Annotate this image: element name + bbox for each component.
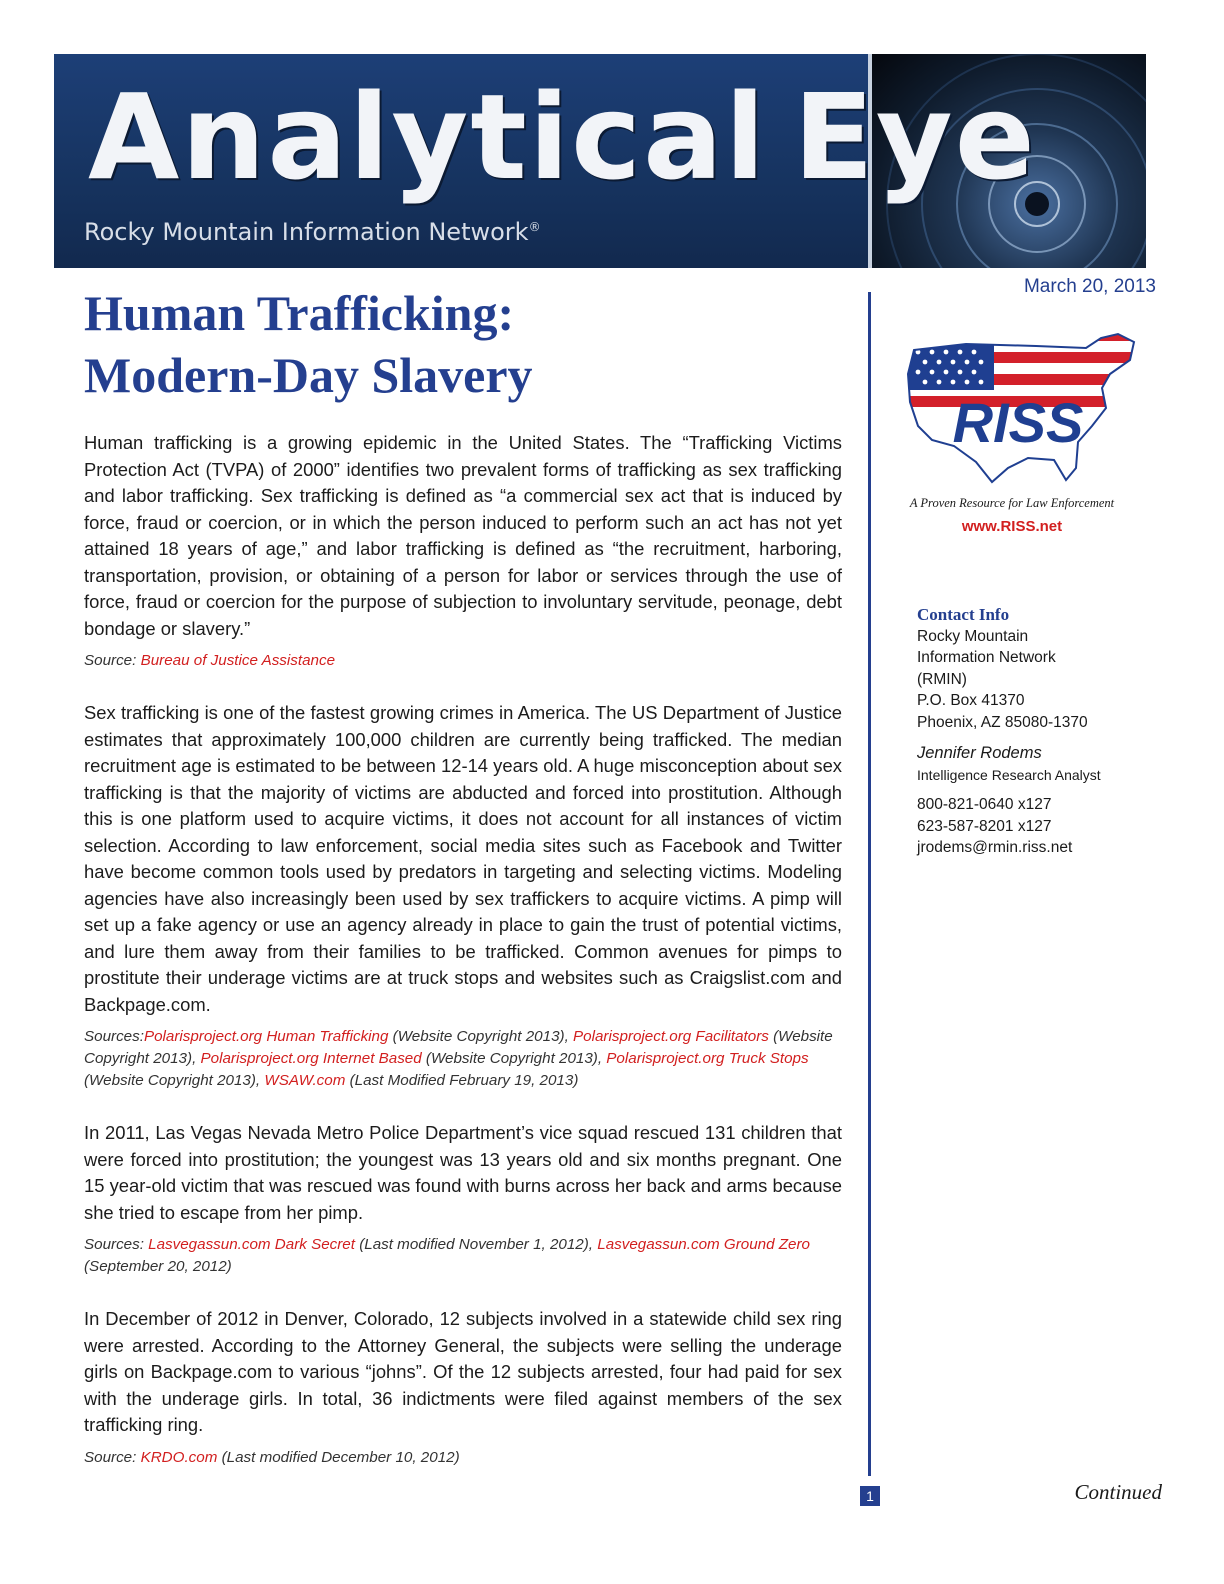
source-link[interactable]: Lasvegassun.com Dark Secret — [148, 1236, 355, 1253]
column-divider — [868, 292, 871, 1476]
article — [84, 282, 842, 1469]
article-paragraph-1: Human trafficking is a growing epidemic in the United States. The “Trafficking Victims Protection Act (TVPA) of 2000” identifies two prevalent forms of trafficking as sex trafficking and labor trafficking. Sex trafficking is defined as “a commercial sex act that is induced by force, fraud or coercion, or in which the person induced to perform such an act has not yet attained 18 years of age,” and labor trafficking is defined as “the recruitment, harboring, transportation, provision, or obtaining of a person for labor or services through the use of force, fraud or coercion for the purpose of subjection to involuntary servitude, peonage, debt bondage or slavery.” — [84, 432, 842, 639]
riss-website-link[interactable]: www.RISS.net — [961, 518, 1063, 535]
po-box: P.O. Box 41370 — [917, 692, 1025, 709]
masthead-subtitle-text: Rocky Mountain Information Network — [84, 218, 529, 246]
source-note: (Website Copyright 2013), — [421, 1050, 607, 1067]
riss-tagline: A Proven Resource for Law Enforcement — [909, 496, 1115, 510]
masthead-title — [88, 62, 1037, 212]
source-link[interactable]: Polarisproject.org Human Trafficking — [143, 1028, 389, 1045]
headline-line-1: Human Trafficking: — [84, 285, 515, 341]
source-note: (Last Modified February 19, 2013) — [345, 1072, 579, 1089]
masthead-banner — [54, 54, 1146, 268]
source-link[interactable]: Polarisproject.org Truck Stops — [606, 1050, 809, 1067]
source-line-3 — [84, 1234, 842, 1278]
headline-line-2: Modern-Day Slavery — [84, 347, 533, 403]
contact-info-block — [917, 604, 1147, 859]
source-link[interactable]: KRDO.com — [140, 1448, 218, 1466]
issue-date: March 20, 2013 — [1023, 276, 1156, 297]
analyst-name: Jennifer Rodems — [917, 744, 1042, 762]
source-line-1 — [84, 650, 842, 672]
riss-logo-icon — [896, 330, 1146, 500]
org-acronym: (RMIN) — [917, 670, 967, 688]
article-paragraph-2: Sex trafficking is one of the fastest growing crimes in America. The US Department of Justice estimates that approximately 100,000 children are currently being trafficked. The median recruitment age is estimated to be between 12-14 years old. A huge misconception about sex trafficking is that the majority of victims are abducted and forced into prostitution. Although this is one platform used to acquire victims, it does not account for all instances of victim selection. According to law enforcement, social media sites such as Facebook and Twitter have become common tools used by predators in targeting and selecting victims. Modeling agencies have also increasingly been used by sex traffickers to acquire victims. A pimp will set up a fake agency or use an agency already in place to gain the trust of potential victims, and lure them away from their families to be trafficked. Common avenues for pimps to prostitute their underage victims are at truck stops and websites such as Craigslist.com and Backpage.com. — [84, 702, 842, 1015]
source-line-4 — [84, 1447, 842, 1469]
source-link[interactable]: Polarisproject.org Internet Based — [200, 1050, 422, 1067]
source-label: Sources: — [84, 1236, 149, 1253]
source-note: (Website Copyright 2013), — [388, 1028, 574, 1045]
source-note: (Last modified December 10, 2012) — [217, 1448, 460, 1466]
source-line-2 — [84, 1026, 842, 1092]
contact-heading: Contact Info — [917, 605, 1010, 624]
source-label: Sources: — [84, 1028, 144, 1045]
phone-2: 623-587-8201 x127 — [917, 817, 1052, 835]
source-note: (Website Copyright 2013), — [84, 1072, 265, 1089]
org-name-line-2: Information Network — [917, 649, 1056, 666]
continued-label: Continued — [1074, 1480, 1162, 1504]
source-label: Source: — [84, 652, 137, 669]
riss-logo-text: RISS — [952, 391, 1084, 454]
masthead-subtitle — [84, 218, 541, 246]
phone-1: 800-821-0640 x127 — [917, 796, 1052, 813]
article-headline — [84, 282, 842, 406]
article-paragraph-3: In 2011, Las Vegas Nevada Metro Police Department’s vice squad rescued 131 children that were forced into prostitution; the youngest was 13 years old and six months pregnant. One 15 year-old victim that was rescued was found with burns across her back and arms because she tried to escape from her pimp. — [84, 1122, 842, 1223]
source-note: (Website Copyright 2013), — [84, 1028, 833, 1067]
source-link[interactable]: Lasvegassun.com Ground Zero — [597, 1236, 810, 1253]
analyst-role: Intelligence Research Analyst — [917, 766, 1101, 783]
source-link[interactable]: Polarisproject.org Facilitators — [573, 1028, 769, 1045]
article-paragraph-4: In December of 2012 in Denver, Colorado, 12 subjects involved in a statewide child sex ring were arrested. According to the Attorney General, the subjects were selling the underage girls on Backpage.com to various “johns”. Of the 12 subjects arrested, four had paid for sex with the underage girls. In total, 36 indictments were filed against members of the sex trafficking ring. — [84, 1308, 842, 1435]
email-address[interactable]: jrodems@rmin.riss.net — [917, 839, 1073, 856]
masthead-title-part1: Analytical — [88, 68, 768, 206]
source-note: (Last modified November 1, 2012), — [354, 1236, 598, 1253]
org-name-line-1: Rocky Mountain — [917, 627, 1029, 645]
masthead-title-part2: Eye — [793, 68, 1037, 206]
page-number: 1 — [860, 1486, 880, 1506]
city-state-zip: Phoenix, AZ 85080-1370 — [917, 713, 1088, 731]
source-link[interactable]: Bureau of Justice Assistance — [140, 652, 336, 669]
source-label: Source: — [84, 1448, 141, 1466]
source-note: (September 20, 2012) — [84, 1258, 232, 1275]
registered-mark: ® — [528, 220, 541, 234]
source-link[interactable]: WSAW.com — [264, 1072, 346, 1089]
